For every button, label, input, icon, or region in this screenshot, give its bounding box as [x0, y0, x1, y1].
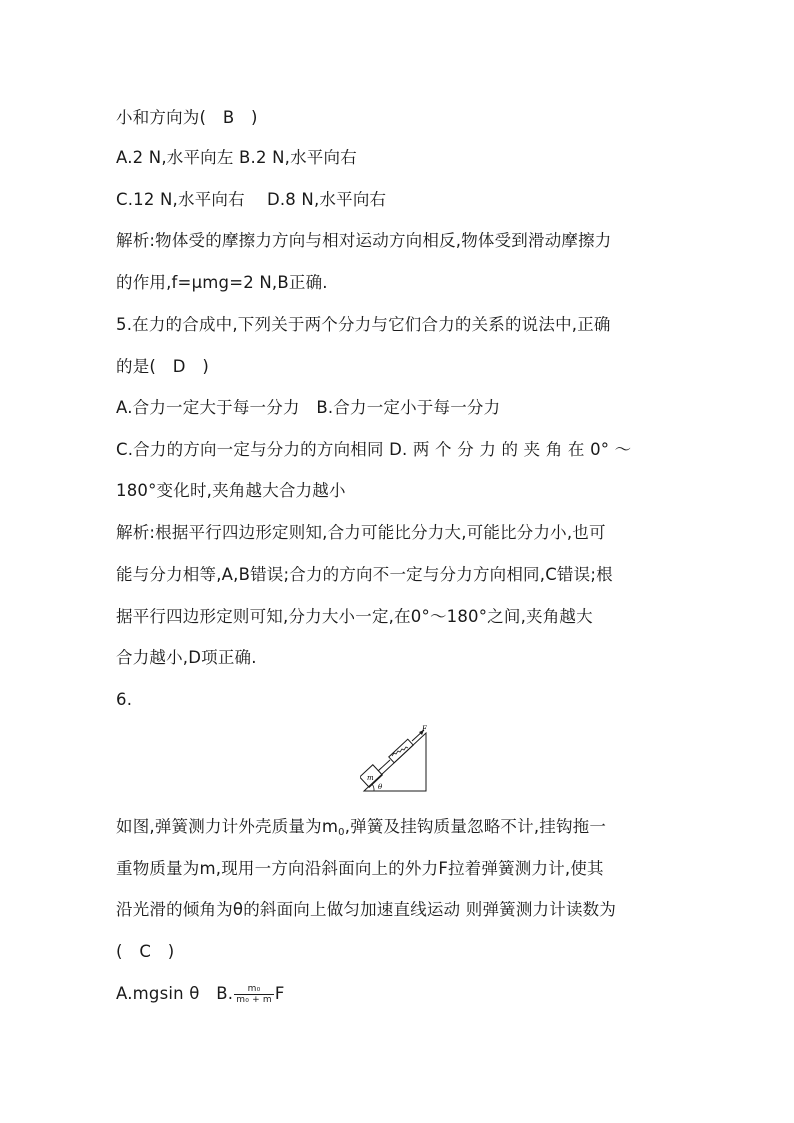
- mass-label: m: [367, 774, 374, 782]
- line-options-cd: C.12 N,水平向右 D.8 N,水平向右: [116, 190, 387, 209]
- hook-line: [378, 760, 390, 771]
- fraction: $\frac{\text{m₀}}{\text{m₀ + m}}$: [236, 984, 272, 1005]
- line-options-5cd: C.合力的方向一定与分力的方向相同 D. 两 个 分 力 的 夹 角 在 0° ～: [116, 440, 632, 459]
- line-question-4-end: 小和方向为( B ): [116, 108, 258, 127]
- line-options-5d-cont: 180°变化时,夹角越大合力越小: [116, 481, 346, 500]
- line-analysis-1: 解析:物体受的摩擦力方向与相对运动方向相反,物体受到滑动摩擦力: [116, 231, 612, 250]
- line-analysis-5-3: 据平行四边形定则可知,分力大小一定,在0°～180°之间,夹角越大: [116, 607, 593, 626]
- line-analysis-5-2: 能与分力相等,A,B错误;合力的方向不一定与分力方向相同,C错误;根: [116, 565, 613, 584]
- line-question-6-3: 沿光滑的倾角为θ的斜面向上做匀加速直线运动 则弹簧测力计读数为: [116, 900, 617, 919]
- force-label: F: [422, 725, 427, 733]
- line-question-5-answer: 的是( D ): [116, 357, 209, 376]
- line-question-6-answer: ( C ): [116, 942, 175, 961]
- line-analysis-5-4: 合力越小,D项正确.: [116, 648, 257, 667]
- line-question-5: 5.在力的合成中,下列关于两个分力与它们合力的关系的说法中,正确: [116, 315, 611, 334]
- angle-label: θ: [378, 783, 383, 791]
- line-question-6-number: 6.: [116, 690, 133, 709]
- line-question-6-2: 重物质量为m,现用一方向沿斜面向上的外力F拉着弹簧测力计,使其: [116, 859, 604, 878]
- incline-figure: [360, 725, 432, 795]
- angle-arc: [372, 784, 374, 791]
- line-options-6ab: A.mgsin θ B. $\frac{\text{m₀}}{\text{m₀ + m}}$ F: [116, 984, 285, 1005]
- line-options-ab: A.2 N,水平向左 B.2 N,水平向右: [116, 148, 357, 167]
- line-question-6-1: 如图,弹簧测力计外壳质量为$m_0$,弹簧及挂钩质量忽略不计,挂钩拖一: [116, 817, 607, 838]
- line-options-5ab: A.合力一定大于每一分力 B.合力一定小于每一分力: [116, 398, 501, 417]
- line-analysis-5-1: 解析:根据平行四边形定则知,合力可能比分力大,可能比分力小,也可: [116, 523, 606, 542]
- line-analysis-2: 的作用,f=μmg=2 N,B正确.: [116, 273, 328, 292]
